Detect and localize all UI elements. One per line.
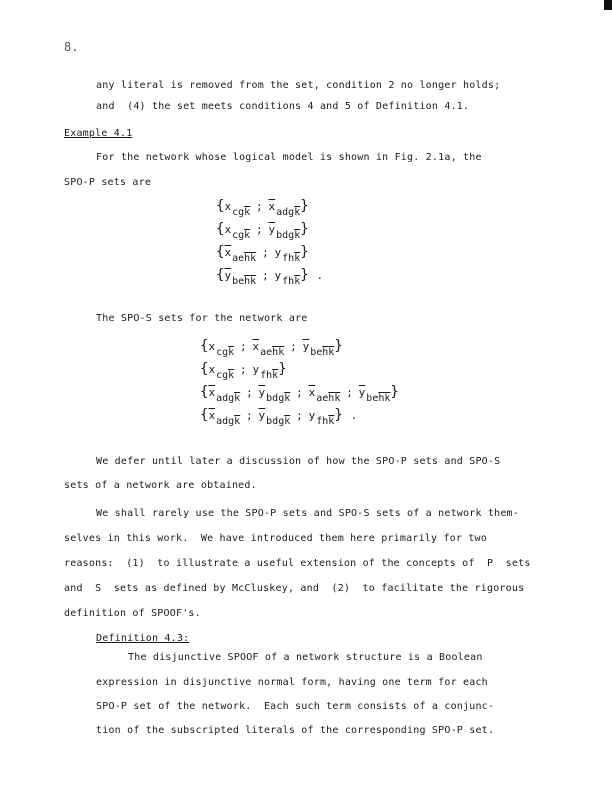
subscript-char: b [310,347,317,358]
literal-variable: $\overline{x}$ [308,386,316,399]
example-heading: Example 4.1 [64,128,133,139]
text-line: and (4) the set meets conditions 4 and 5 of Definition 4.1. [96,101,470,112]
subscripted-literal [259,409,291,427]
subscript-char: g [288,207,295,218]
set-terminator: . [350,410,358,422]
literal-subscript [232,230,250,241]
subscript-char: e [238,276,245,287]
close-brace: } [334,338,343,354]
subscript-char: d [282,230,289,241]
separator: ; [240,341,247,353]
subscripted-literal [268,200,300,218]
literal-variable: y [252,363,260,376]
set-row [216,198,323,221]
margin-mark [604,0,612,10]
subscript-char: $\overline{k}$ [294,207,301,218]
separator: ; [262,247,269,259]
subscripted-literal [224,200,250,218]
subscript-char: f [282,253,289,264]
subscript-char: h [288,276,295,287]
literal-subscript [310,347,334,358]
subscript-char: a [316,393,323,404]
spo-p-sets [216,198,323,290]
literal-variable: x [224,200,232,213]
open-brace: { [216,267,225,283]
subscripted-literal [268,223,300,241]
spo-s-sets [200,338,399,430]
subscript-char: $\overline{h}$ [322,347,329,358]
subscript-char: d [222,393,229,404]
subscripted-literal [208,409,240,427]
literal-variable: $\overline{y}$ [302,340,310,353]
literal-variable: $\overline{y}$ [268,223,276,236]
definition-heading: Definition 4.3: [96,633,190,644]
literal-subscript [316,416,334,427]
subscript-char: g [288,230,295,241]
subscript-char: a [260,347,267,358]
subscripted-literal [224,223,250,241]
subscript-char: b [266,393,273,404]
subscripted-literal [303,340,335,358]
open-brace: { [216,244,225,260]
open-brace: { [200,338,209,354]
subscript-char: $\overline{k}$ [244,207,251,218]
subscript-char: b [232,276,239,287]
literal-variable: $\overline{x}$ [208,409,216,422]
literal-subscript [232,253,256,264]
subscript-char: f [316,416,323,427]
literal-variable: y [274,246,282,259]
subscript-char: f [260,370,267,381]
subscripted-literal [309,409,335,427]
subscripted-literal [224,246,256,264]
subscript-char: d [272,416,279,427]
subscript-char: g [238,207,245,218]
subscript-char: g [222,370,229,381]
subscript-char: d [222,416,229,427]
separator: ; [262,270,269,282]
subscript-char: $\overline{k}$ [294,253,301,264]
close-brace: } [278,361,287,377]
subscript-char: d [272,393,279,404]
text-line: definition of SPOOF's. [64,608,201,619]
subscript-char: g [228,393,235,404]
subscript-char: c [216,347,223,358]
subscript-char: a [232,253,239,264]
subscript-char: $\overline{k}$ [328,416,335,427]
subscript-char: e [266,347,273,358]
subscript-char: $\overline{k}$ [234,416,241,427]
subscripted-literal [252,363,278,381]
literal-subscript [276,230,300,241]
subscripted-literal [275,269,301,287]
literal-variable: y [308,409,316,422]
subscript-char: d [282,207,289,218]
literal-subscript [216,347,234,358]
subscripted-literal [259,386,291,404]
literal-variable: $\overline{x}$ [252,340,260,353]
literal-variable: $\overline{y}$ [224,269,232,282]
literal-variable: x [224,223,232,236]
text-line: The SPO-S sets for the network are [96,313,308,324]
text-line: any literal is removed from the set, condition 2 no longer holds; [96,80,501,91]
literal-subscript [276,207,300,218]
subscript-char: c [232,207,239,218]
subscript-char: g [278,416,285,427]
literal-subscript [282,276,300,287]
literal-subscript [216,393,240,404]
text-line: tion of the subscripted literals of the corresponding SPO-P set. [96,725,495,736]
separator: ; [240,364,247,376]
subscripted-literal [275,246,301,264]
set-terminator: . [316,270,323,282]
subscript-char: b [266,416,273,427]
subscript-char: $\overline{k}$ [328,347,335,358]
subscript-char: g [228,416,235,427]
open-brace: { [200,384,209,400]
subscript-char: h [288,253,295,264]
literal-subscript [232,207,250,218]
subscript-char: e [372,393,379,404]
subscript-char: $\overline{h}$ [328,393,335,404]
close-brace: } [300,221,309,237]
set-row [200,338,399,361]
separator: ; [256,224,263,236]
subscript-char: f [282,276,289,287]
literal-subscript [260,347,284,358]
subscript-char: g [222,347,229,358]
subscript-char: a [216,393,223,404]
subscripted-literal [224,269,256,287]
literal-variable: x [208,363,216,376]
subscript-char: h [266,370,273,381]
subscripted-literal [208,340,234,358]
literal-subscript [216,416,240,427]
literal-variable: x [208,340,216,353]
subscript-char: $\overline{k}$ [294,230,301,241]
subscript-char: b [366,393,373,404]
subscripted-literal [309,386,341,404]
set-row [216,244,323,267]
subscripted-literal [359,386,391,404]
open-brace: { [216,221,225,237]
close-brace: } [390,384,399,400]
literal-subscript [232,276,256,287]
subscript-char: a [216,416,223,427]
subscript-char: $\overline{k}$ [384,393,391,404]
subscript-char: $\overline{h}$ [378,393,385,404]
subscript-char: e [238,253,245,264]
literal-variable: y [274,269,282,282]
literal-variable: $\overline{x}$ [208,386,216,399]
set-row [200,384,399,407]
subscripted-literal [208,363,234,381]
subscript-char: $\overline{k}$ [284,416,291,427]
subscript-char: $\overline{k}$ [228,370,235,381]
subscript-char: $\overline{h}$ [244,253,251,264]
open-brace: { [200,361,209,377]
subscript-char: $\overline{k}$ [228,347,235,358]
set-row [216,267,323,290]
subscript-char: $\overline{k}$ [284,393,291,404]
text-line: and S sets as defined by McCluskey, and (2) to facilitate the rigorous [64,583,525,594]
set-row [216,221,323,244]
subscript-char: $\overline{h}$ [244,276,251,287]
subscript-char: c [216,370,223,381]
separator: ; [296,387,303,399]
subscript-char: b [276,230,283,241]
separator: ; [256,201,263,213]
subscript-char: c [232,230,239,241]
subscript-char: e [316,347,323,358]
separator: ; [296,410,303,422]
text-line: sets of a network are obtained. [64,480,257,491]
literal-variable: $\overline{y}$ [258,386,266,399]
text-line: reasons: (1) to illustrate a useful extension of the concepts of P sets [64,558,531,569]
subscript-char: $\overline{k}$ [250,253,257,264]
subscript-char: g [238,230,245,241]
subscript-char: e [322,393,329,404]
text-line: We defer until later a discussion of how the SPO-P sets and SPO-S [96,456,501,467]
literal-variable: $\overline{y}$ [358,386,366,399]
set-row [200,361,399,384]
literal-subscript [216,370,234,381]
literal-subscript [266,416,290,427]
literal-variable: $\overline{x}$ [224,246,232,259]
open-brace: { [200,407,209,423]
text-line: selves in this work. We have introduced them here primarily for two [64,533,487,544]
subscript-char: $\overline{k}$ [250,276,257,287]
literal-subscript [282,253,300,264]
separator: ; [246,387,253,399]
text-line: expression in disjunctive normal form, having one term for each [96,677,488,688]
close-brace: } [300,198,309,214]
subscript-char: $\overline{k}$ [244,230,251,241]
subscript-char: $\overline{k}$ [334,393,341,404]
subscript-char: g [278,393,285,404]
subscript-char: $\overline{h}$ [272,347,279,358]
subscript-char: $\overline{k}$ [272,370,279,381]
text-line: SPO-P set of the network. Each such term consists of a conjunc- [96,701,495,712]
close-brace: } [334,407,343,423]
subscript-char: $\overline{k}$ [234,393,241,404]
subscript-char: h [322,416,329,427]
separator: ; [246,410,253,422]
text-line: SPO-P sets are [64,177,152,188]
close-brace: } [300,267,309,283]
literal-subscript [260,370,278,381]
set-row [200,407,399,430]
open-brace: { [216,198,225,214]
page-number: 8. [64,40,79,54]
text-line: For the network whose logical model is shown in Fig. 2.1a, the [96,152,482,163]
subscripted-literal [208,386,240,404]
text-line: The disjunctive SPOOF of a network structure is a Boolean [128,652,483,663]
subscript-char: a [276,207,283,218]
literal-subscript [316,393,340,404]
literal-subscript [266,393,290,404]
separator: ; [290,341,297,353]
subscript-char: $\overline{k}$ [294,276,301,287]
subscripted-literal [252,340,284,358]
separator: ; [346,387,353,399]
subscript-char: $\overline{k}$ [278,347,285,358]
literal-subscript [366,393,390,404]
literal-variable: $\overline{y}$ [258,409,266,422]
text-line: We shall rarely use the SPO-P sets and SPO-S sets of a network them- [96,508,519,519]
literal-variable: $\overline{x}$ [268,200,276,213]
close-brace: } [300,244,309,260]
